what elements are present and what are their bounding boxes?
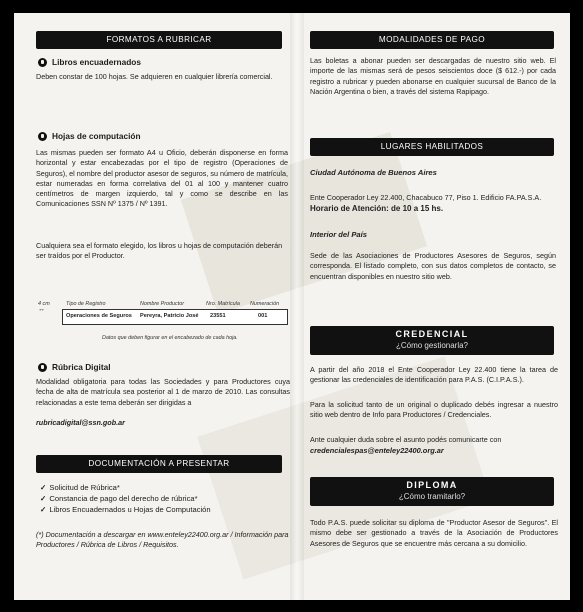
diploma-subtitle: ¿Cómo tramitarlo? bbox=[398, 492, 466, 501]
doc-item-label: Constancia de pago del derecho de rúbrica* bbox=[49, 494, 198, 503]
header-example-diagram bbox=[36, 295, 294, 345]
doc-item-label: Solicitud de Rúbrica* bbox=[49, 483, 120, 492]
checkmark-icon: ✓ bbox=[40, 494, 47, 503]
diploma-text: Todo P.A.S. puede solicitar su diploma de "Productor Asesor de Seguros". El mismo debe ser gestionado a través de la Asociación de Productores Asesores de Seguros que se encuentre más cercana a su domicilio. bbox=[310, 518, 558, 548]
rubrica-text: Modalidad obligatoria para todas las Sociedades y para Productores cuya fecha de alta de matrícula sea posterior al 1 de marzo de 2010. Las consultas relacionadas a este tema deberán ser dirigidas a bbox=[36, 377, 290, 407]
caba-address: Ente Cooperador Ley 22.400, Chacabuco 77, Piso 1. Edificio FA.PA.S.A. bbox=[310, 193, 542, 202]
digital-bullet-icon bbox=[38, 363, 47, 372]
credencial-p2: Para la solicitud tanto de un original o duplicado debés ingresar a nuestro sitio web dentro de Info para Productores / Credenciales. bbox=[310, 400, 558, 420]
libros-title: Libros encuadernados bbox=[52, 57, 141, 67]
cell-nombre: Pereyra, Patricio José bbox=[140, 313, 199, 319]
col-tipo: Tipo de Registro bbox=[66, 301, 106, 307]
computer-bullet-icon bbox=[38, 132, 47, 141]
cell-tipo: Operaciones de Seguros bbox=[66, 313, 132, 319]
credencial-p3: Ante cualquier duda sobre el asunto podés comunicarte con bbox=[310, 435, 502, 444]
credencial-header bbox=[310, 326, 554, 355]
col-nombre: Nombre Productor bbox=[140, 301, 185, 307]
hojas-paragraph: Las mismas pueden ser formato A4 u Oficio, deberán disponerse en forma horizontal y estar encabezadas por el tipo de registro (Operaciones de Seguros), el nombre del productor asesor de seguros, su número de matrícula, estar numeradas en forma correlativa del 01 al 100 y mantener cuatro centímetros de margen izquierdo, tal y como se describe en las Comunicaciones SSN Nº 1375 / Nº 1391. bbox=[36, 148, 288, 209]
hojas-note: Cualquiera sea el formato elegido, los libros u hojas de computación deberán ser traídos por el Productor. bbox=[36, 241, 283, 261]
rubrica-title: Rúbrica Digital bbox=[52, 362, 111, 372]
interior-title: Interior del País bbox=[310, 230, 367, 239]
brochure-sheet bbox=[14, 13, 570, 600]
modalidades-text: Las boletas a abonar pueden ser descargadas de nuestro sitio web. El importe de las mismas será de pesos seiscientos doce ($ 612.-) por cada registro a rubricar y pueden abonarse en cualquier sucursal de Banco de la Nación Argentina o bien, a través del sistema Rapipago. bbox=[310, 56, 556, 96]
modalidades-header: MODALIDADES DE PAGO bbox=[310, 31, 554, 49]
doc-note: (*) Documentación a descargar en www.enteley22400.org.ar / Información para Productores / Rúbrica de Libros / Requisitos. bbox=[36, 530, 289, 550]
hojas-title: Hojas de computación bbox=[52, 131, 141, 141]
checkmark-icon: ✓ bbox=[40, 483, 47, 492]
book-bullet-icon bbox=[38, 58, 47, 67]
col-nro: Nro. Matrícula bbox=[206, 301, 240, 307]
interior-text: Sede de las Asociaciones de Productores Asesores de Seguros, según corresponda. El listado completo, con sus datos completos de contacto, se encuentran disponibles en nuestro sitio web. bbox=[310, 251, 556, 281]
doc-item bbox=[40, 483, 120, 494]
checkmark-icon: ✓ bbox=[40, 505, 47, 514]
libros-heading bbox=[38, 57, 141, 67]
credencial-title: CREDENCIAL bbox=[395, 329, 469, 339]
doc-item bbox=[40, 505, 211, 516]
credencial-email[interactable]: credencialespas@enteley22400.org.ar bbox=[310, 446, 444, 455]
diploma-title: DIPLOMA bbox=[406, 480, 458, 490]
lugares-header: LUGARES HABILITADOS bbox=[310, 138, 554, 156]
cell-nro: 23551 bbox=[210, 313, 226, 319]
caba-horario: Horario de Atención: de 10 a 15 hs. bbox=[310, 204, 444, 213]
libros-text: Deben constar de 100 hojas. Se adquieren en cualquier librería comercial. bbox=[36, 72, 273, 81]
documentacion-header: DOCUMENTACIÓN A PRESENTAR bbox=[36, 455, 282, 473]
caba-title: Ciudad Autónoma de Buenos Aires bbox=[310, 168, 437, 177]
formatos-header: FORMATOS A RUBRICAR bbox=[36, 31, 282, 49]
doc-item bbox=[40, 494, 198, 505]
rubrica-heading bbox=[38, 362, 111, 372]
doc-item-label: Libros Encuadernados u Hojas de Computación bbox=[49, 505, 211, 514]
cell-num: 001 bbox=[258, 313, 268, 319]
arrow-icon: ↔ bbox=[38, 306, 45, 313]
credencial-p1: A partir del año 2018 el Ente Cooperador Ley 22.400 tiene la tarea de gestionar las credenciales de identificación para P.A.S. (C.I.P.A.S.). bbox=[310, 365, 558, 385]
diagram-caption: Datos que deben figurar en el encabezado de cada hoja. bbox=[102, 335, 238, 341]
hojas-heading bbox=[38, 131, 141, 141]
margin-label: 4 cm bbox=[38, 301, 50, 307]
credencial-subtitle: ¿Cómo gestionarla? bbox=[395, 341, 469, 350]
col-num: Numeración bbox=[250, 301, 280, 307]
rubrica-email[interactable]: rubricadigital@ssn.gob.ar bbox=[36, 418, 125, 427]
diploma-header bbox=[310, 477, 554, 506]
